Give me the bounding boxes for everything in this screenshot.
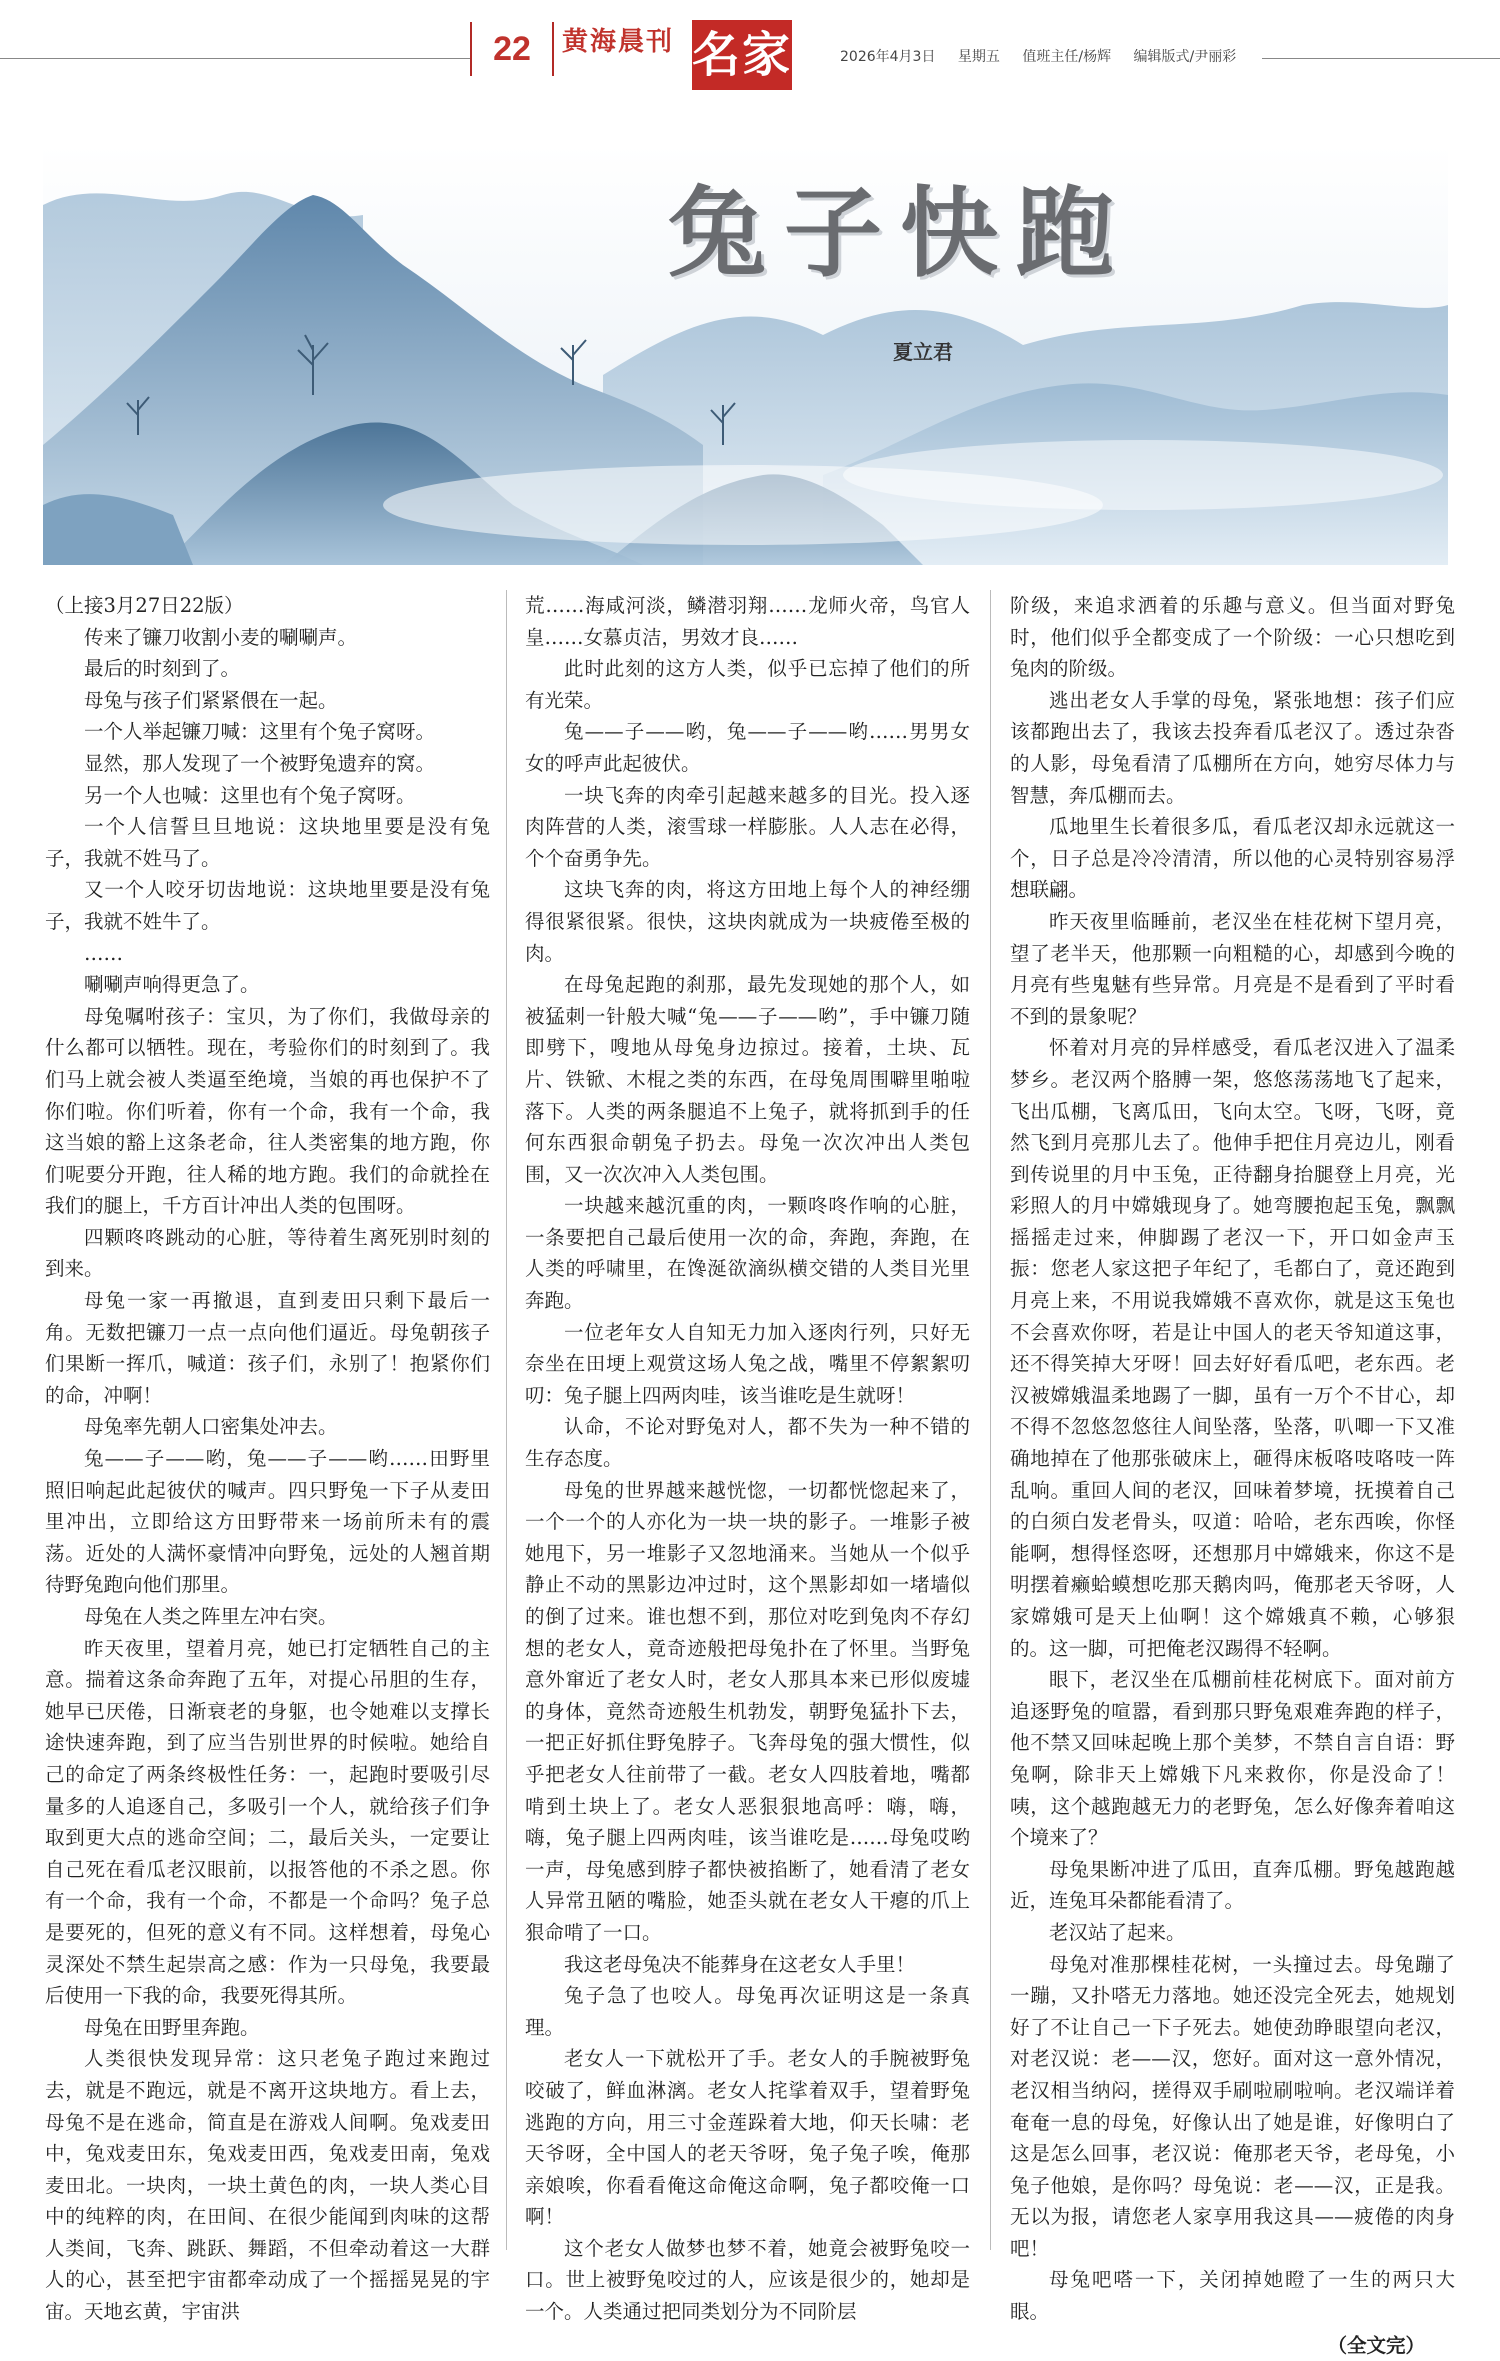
article-author: 夏立君 [893,340,953,364]
article-paragraph: 母兔与孩子们紧紧偎在一起。 [84,688,338,712]
article-column-3 [1010,590,1455,2357]
article-paragraph: 此时此刻的这方人类，似乎已忘掉了他们的所有光荣。 [525,657,970,712]
article-paragraph: 这个老女人做梦也梦不着，她竟会被野兔咬一口。世上被野兔咬过的人，应该是很少的，她却是一个。人类通过把同类划分为不同阶层 [525,2236,970,2324]
article-title: 兔子快跑 [668,176,1133,291]
article-paragraph: 母兔在田野里奔跑。 [84,2015,260,2039]
article-paragraph: 认命，不论对野兔对人，都不失为一种不错的生存态度。 [525,1415,970,1471]
article-paragraph: 显然，那人发现了一个被野兔遗弃的窝。 [84,751,436,775]
column-divider [506,590,507,2250]
article-paragraph: 阶级，来追求洒着的乐趣与意义。但当面对野兔时，他们似乎全都变成了一个阶级：一心只想吃到兔肉的阶级。 [1010,594,1455,681]
layout-editor: 编辑版式/尹丽彩 [1133,49,1237,65]
article-paragraph: 在母兔起跑的刹那，最先发现她的那个人，如被猛刺一针般大喊“兔——子——哟”，手中镰刀随即劈下，嗖地从母兔身边掠过。接着，土块、瓦片、铁锨、木棍之类的东西，在母兔周围噼里啪啦落下。人类的两条腿追不上兔子，就将抓到手的任何东西狠命朝兔子扔去。母兔一次次冲出人类包围，又一次次冲入人类包围。 [525,973,970,1186]
column-divider [990,590,991,2250]
article-paragraph: 母兔在人类之阵里左冲右突。 [84,1605,338,1628]
masthead [0,0,1500,105]
article-paragraph: 这块飞奔的肉，将这方田地上每个人的神经绷得很紧很紧。很快，这块肉就成为一块疲倦至极的肉。 [525,878,970,965]
article-paragraph: 四颗咚咚跳动的心脏，等待着生离死别时刻的到来。 [45,1225,490,1281]
article-paragraph: 老汉站了起来。 [1049,1920,1186,1944]
article-paragraph: 母兔果断冲进了瓜田，直奔瓜棚。野兔越跑越近，连兔耳朵都能看清了。 [1010,1857,1455,1913]
article-paragraph: 一块越来越沉重的肉，一颗咚咚作响的心脏，一条要把自己最后使用一次的命，奔跑，奔跑，在人类的呼啸里，在馋涎欲滴纵横交错的人类目光里奔跑。 [525,1194,970,1313]
article-paragraph: …… [84,941,123,965]
issue-info [840,46,1262,70]
article-paragraph: 一个人信誓旦旦地说：这块地里要是没有兔子，我就不姓马了。 [45,815,490,870]
article-paragraph: 兔——子——哟，兔——子——哟……田野里照旧响起此起彼伏的喊声。四只野兔一下子从麦田里冲出，立即给这方田野带来一场前所未有的震荡。近处的人满怀豪情冲向野兔，远处的人翘首期待野兔跑向他们那里。 [45,1447,490,1597]
page-number: 22 [470,22,554,76]
issue-weekday: 星期五 [957,49,1000,65]
article-paragraph: 一块飞奔的肉牵引起越来越多的目光。投入逐肉阵营的人类，滚雪球一样膨胀。人人志在必得，个个奋勇争先。 [525,783,970,870]
article-paragraph: 昨天夜里，望着月亮，她已打定牺牲自己的主意。揣着这条命奔跑了五年，对提心吊胆的生存，她早已厌倦，日渐衰老的身躯，也令她难以支撑长途快速奔跑，到了应当告别世界的时候啦。她给自己的命定了两条终极性任务：一，起跑时要吸引尽量多的人追逐自己，多吸引一个人，就给孩子们争取到更大点的逃命空间；二，最后关头，一定要让自己死在看瓜老汉眼前，以报答他的不杀之恩。你有一个命，我有一个命，不都是一个命吗？兔子总是要死的，但死的意义有不同。这样想着，母兔心灵深处不禁生起崇高之感：作为一只母兔，我要最后使用一下我的命，我要死得其所。 [45,1636,490,2008]
article-paragraph: 母兔的世界越来越恍惚，一切都恍惚起来了，一个一个的人亦化为一块一块的影子。一堆影子被她甩下，另一堆影子又忽地涌来。当她从一个似乎静止不动的黑影边冲过时，这个黑影却如一堵墙似的倒了过来。谁也想不到，那位对吃到兔肉不存幻想的老女人，竟奇迹般把母兔扑在了怀里。当野兔意外窜近了老女人时，老女人那具本来已形似废墟的身体，竟然奇迹般生机勃发，朝野兔猛扑下去，一把正好抓住野兔脖子。飞奔母兔的强大惯性，似乎把老女人往前带了一截。老女人四肢着地，嘴都啃到土块上了。老女人恶狠狠地高呼：嗨，嗨，嗨，兔子腿上四两肉哇，该当谁吃是……母兔哎哟一声，母兔感到脖子都快被掐断了，她看清了老女人异常丑陋的嘴脸，她歪头就在老女人干瘪的爪上狠命啃了一口。 [525,1478,970,1944]
article-paragraph: 传来了镰刀收割小麦的唰唰声。 [84,625,358,649]
article-paragraph: 人类很快发现异常：这只老兔子跑过来跑过去，就是不跑远，就是不离开这块地方。看上去，母兔不是在逃命，简直是在游戏人间啊。兔戏麦田中，兔戏麦田东，兔戏麦田西，兔戏麦田南，兔戏麦田北。一块肉，一块土黄色的肉，一块人类心目中的纯粹的肉，在田间、在很少能闻到肉味的这帮人类间，飞奔、跳跃、舞蹈，不但牵动着这一大群人的心，甚至把宇宙都牵动成了一个摇摇晃晃的宇宙。天地玄黄，宇宙洪 [45,2047,490,2324]
article-paragraph: 最后的时刻到了。 [84,657,241,681]
article-paragraph: 母兔对准那棵桂花树，一头撞过去。母兔蹦了一蹦，又扑嗒无力落地。她还没完全死去，她规划好了不让自己一下子死去。她使劲睁眼望向老汉，对老汉说：老——汉，您好。面对这一意外情况，老汉相当纳闷，搓得双手刷啦刷啦响。老汉端详着奄奄一息的母兔，好像认出了她是谁，好像明白了这是怎么回事，老汉说：俺那老天爷，老母兔，小兔子他娘，是你吗？母兔说：老——汉，正是我。无以为报，请您老人家享用我这具——疲倦的肉身吧！ [1010,1952,1455,2260]
article-paragraph: 母兔率先朝人口密集处冲去。 [84,1415,338,1439]
column-badge: 名家 [692,20,792,90]
article-paragraph: 老女人一下就松开了手。老女人的手腕被野兔咬破了，鲜血淋漓。老女人挓挲着双手，望着野兔逃跑的方向，用三寸金莲跺着大地，仰天长啸：老天爷呀，全中国人的老天爷呀，兔子兔子唉，俺那亲娘唉，你看看俺这命俺这命啊，兔子都咬俺一口啊！ [525,2047,970,2229]
article-paragraph: 母兔一家一再撤退，直到麦田只剩下最后一角。无数把镰刀一点一点向他们逼近。母兔朝孩子们果断一挥爪，喊道：孩子们，永别了！抱紧你们的命，冲啊！ [45,1289,490,1407]
article-paragraph: 一个人举起镰刀喊：这里有个兔子窝呀。 [84,720,436,744]
article-paragraph: 我这老母兔决不能葬身在这老女人手里！ [564,1952,916,1976]
article-paragraph: 兔——子——哟，兔——子——哟……男男女女的呼声此起彼伏。 [525,720,970,775]
article-paragraph: 另一个人也喊：这里也有个兔子窝呀。 [84,783,416,807]
article-paragraph: 怀着对月亮的异样感受，看瓜老汉进入了温柔梦乡。老汉两个胳膊一架，悠悠荡荡地飞了起来，飞出瓜棚，飞离瓜田，飞向太空。飞呀，飞呀，竟然飞到月亮那儿去了。他伸手把住月亮边儿，刚看到传说里的月中玉兔，正待翻身抬腿登上月亮，光彩照人的月中嫦娥现身了。她弯腰抱起玉兔，飘飘摇摇走过来，伸脚踢了老汉一下，开口如金声玉振：您老人家这把子年纪了，毛都白了，竟还跑到月亮上来，不用说我嫦娥不喜欢你，就是这玉兔也不会喜欢你呀，若是让中国人的老天爷知道这事，还不得笑掉大牙呀！回去好好看瓜吧，老东西。老汉被嫦娥温柔地踢了一脚，虽有一万个不甘心，却不得不忽悠忽悠往人间坠落，坠落，叭唧一下又准确地掉在了他那张破床上，砸得床板咯吱咯吱一阵乱响。重回人间的老汉，回味着梦境，抚摸着自己的白须白发老骨头，叹道：哈哈，老东西唉，你怪能啊，想得怪恣呀，还想那月中嫦娥来，你这不是明摆着癞蛤蟆想吃那天鹅肉吗，俺那老天爷呀，人家嫦娥可是天上仙啊！这个嫦娥真不赖，心够狠的。这一脚，可把俺老汉踢得不轻啊。 [1010,1036,1455,1660]
article-paragraph: 昨天夜里临睡前，老汉坐在桂花树下望月亮，望了老半天，他那颗一向粗糙的心，却感到今晚的月亮有些鬼魅有些异常。月亮是不是看到了平时看不到的景象呢？ [1010,909,1455,1028]
article-end-mark: （全文完） [1327,2333,1425,2357]
article-paragraph: （上接3月27日22版） [45,594,244,617]
article-paragraph: 瓜地里生长着很多瓜，看瓜老汉却永远就这一个，日子总是冷冷清清，所以他的心灵特别容易浮想联翩。 [1010,815,1455,902]
article-paragraph: 母兔吧嗒一下，关闭掉她瞪了一生的两只大眼。 [1010,2268,1455,2324]
article-paragraph: 一位老年女人自知无力加入逐肉行列，只好无奈坐在田埂上观赏这场人兔之战，嘴里不停絮絮叨叨：兔子腿上四两肉哇，该当谁吃是生就呀！ [525,1320,970,1407]
paper-name: 黄海晨刊 [562,27,675,57]
article-paragraph: 又一个人咬牙切齿地说：这块地里要是没有兔子，我就不姓牛了。 [45,878,490,933]
issue-date: 2026年4月3日 [840,49,936,65]
article-paragraph: 荒……海咸河淡，鳞潜羽翔……龙师火帝，鸟官人皇……女慕贞洁，男效才良…… [525,594,970,649]
article-paragraph: 唰唰声响得更急了。 [84,973,260,997]
duty-editor: 值班主任/杨辉 [1022,49,1112,65]
article-paragraph: 母兔嘱咐孩子：宝贝，为了你们，我做母亲的什么都可以牺牲。现在，考验你们的时刻到了。我们马上就会被人类逼至绝境，当娘的再也保护不了你们啦。你们听着，你有一个命，我有一个命，我这当娘的豁上这条老命，往人类密集的地方跑，你们呢要分开跑，往人稀的地方跑。我们的命就拴在我们的腿上，千方百计冲出人类的包围呀。 [45,1004,490,1218]
masthead-rule-left [0,58,470,59]
article-paragraph: 逃出老女人手掌的母兔，紧张地想：孩子们应该都跑出去了，我该去投奔看瓜老汉了。透过杂沓的人影，母兔看清了瓜棚所在方向，她穷尽体力与智慧，奔瓜棚而去。 [1010,688,1455,807]
article-paragraph: 兔子急了也咬人。母兔再次证明这是一条真理。 [525,1984,970,2039]
article-column-2 [525,590,970,2324]
article-column-1 [45,590,490,2324]
article-paragraph: 眼下，老汉坐在瓜棚前桂花树底下。面对前方追逐野兔的喧嚣，看到那只野兔艰难奔跑的样子，他不禁又回味起晚上那个美梦，不禁自言自语：野兔啊，除非天上嫦娥下凡来救你，你是没命了！咦，这个越跑越无力的老野兔，怎么好像奔着咱这个境来了？ [1010,1668,1455,1850]
